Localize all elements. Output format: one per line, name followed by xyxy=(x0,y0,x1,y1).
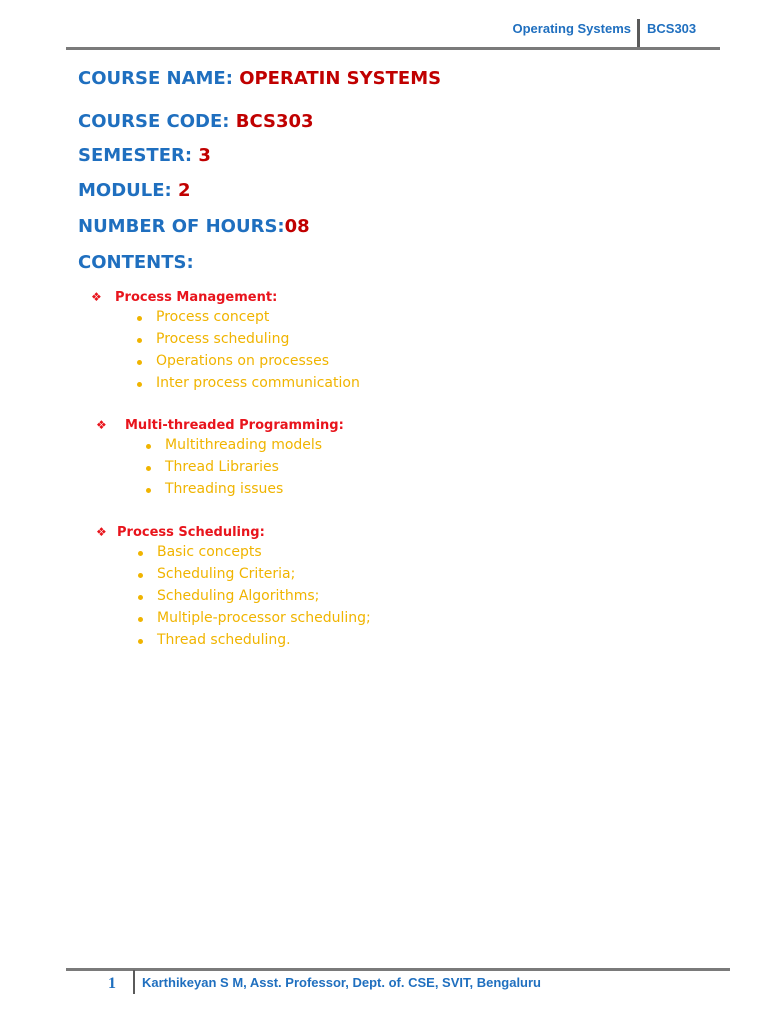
semester-value: 3 xyxy=(198,145,211,166)
bullet-dot-icon xyxy=(138,639,143,644)
bullet-dot-icon xyxy=(138,595,143,600)
list-item-label: Thread scheduling. xyxy=(157,632,291,648)
list-item xyxy=(156,309,360,331)
list-item xyxy=(156,331,360,353)
list-item xyxy=(165,459,322,481)
semester-label: SEMESTER: xyxy=(78,145,199,166)
footer-rule xyxy=(66,968,730,971)
contents-heading xyxy=(78,252,194,273)
bullet-dot-icon xyxy=(138,573,143,578)
section-multi-threaded-programming xyxy=(96,418,344,433)
list-item xyxy=(165,437,322,459)
header-course-code: BCS303 xyxy=(647,21,697,36)
semester-line xyxy=(78,145,211,166)
multi-threaded-programming-list xyxy=(165,437,322,503)
bullet-dot-icon xyxy=(138,617,143,622)
list-item xyxy=(157,632,371,654)
list-item xyxy=(157,544,371,566)
diamond-bullet-icon: ❖ xyxy=(96,525,107,539)
process-scheduling-list xyxy=(157,544,371,654)
hours-label: NUMBER OF HOURS: xyxy=(78,216,285,237)
list-item-label: Thread Libraries xyxy=(165,459,279,475)
list-item-label: Process concept xyxy=(156,309,270,325)
hours-line xyxy=(78,216,310,237)
course-code-label: COURSE CODE: xyxy=(78,111,236,132)
process-management-list xyxy=(156,309,360,397)
section-title: Process Management xyxy=(115,290,273,305)
bullet-dot-icon xyxy=(137,360,142,365)
diamond-bullet-icon: ❖ xyxy=(91,290,102,304)
list-item-label: Multiple-processor scheduling; xyxy=(157,610,371,626)
bullet-dot-icon xyxy=(146,444,151,449)
header-title: Operating Systems xyxy=(512,21,631,36)
contents-label: CONTENTS: xyxy=(78,252,194,273)
bullet-dot-icon xyxy=(137,316,142,321)
course-code-line xyxy=(78,111,314,132)
header-rule xyxy=(66,47,720,50)
section-title: Process Scheduling xyxy=(117,525,260,540)
list-item xyxy=(157,566,371,588)
diamond-bullet-icon: ❖ xyxy=(96,418,107,432)
list-item-label: Scheduling Algorithms; xyxy=(157,588,320,604)
footer-author: Karthikeyan S M, Asst. Professor, Dept. of. CSE, SVIT, Bengaluru xyxy=(142,975,542,990)
module-label: MODULE: xyxy=(78,180,179,201)
section-colon: : xyxy=(338,418,344,433)
bullet-dot-icon xyxy=(137,382,142,387)
list-item-label: Process scheduling xyxy=(156,331,290,347)
list-item-label: Scheduling Criteria; xyxy=(157,566,296,582)
list-item-label: Threading issues xyxy=(165,481,284,497)
list-item xyxy=(156,353,360,375)
list-item-label: Multithreading models xyxy=(165,437,323,453)
course-name-line xyxy=(78,68,441,89)
course-name-value: OPERATIN SYSTEMS xyxy=(239,68,442,89)
section-process-management xyxy=(91,290,277,305)
list-item-label: Operations on processes xyxy=(156,353,330,369)
list-item-label: Inter process communication xyxy=(156,375,360,391)
course-name-label: COURSE NAME: xyxy=(78,68,240,89)
footer-separator xyxy=(133,970,135,994)
section-colon: : xyxy=(272,290,278,305)
course-code-value: BCS303 xyxy=(235,111,314,132)
module-line xyxy=(78,180,191,201)
bullet-dot-icon xyxy=(146,488,151,493)
header-separator xyxy=(637,19,640,48)
hours-value: 08 xyxy=(284,216,310,237)
list-item xyxy=(157,588,371,610)
section-colon: : xyxy=(259,525,265,540)
bullet-dot-icon xyxy=(137,338,142,343)
section-process-scheduling xyxy=(96,525,265,540)
list-item xyxy=(157,610,371,632)
list-item-label: Basic concepts xyxy=(157,544,262,560)
bullet-dot-icon xyxy=(138,551,143,556)
list-item xyxy=(156,375,360,397)
section-title: Multi-threaded Programming xyxy=(125,418,339,433)
bullet-dot-icon xyxy=(146,466,151,471)
list-item xyxy=(165,481,322,503)
module-value: 2 xyxy=(178,180,191,201)
page-number: 1 xyxy=(108,975,116,992)
